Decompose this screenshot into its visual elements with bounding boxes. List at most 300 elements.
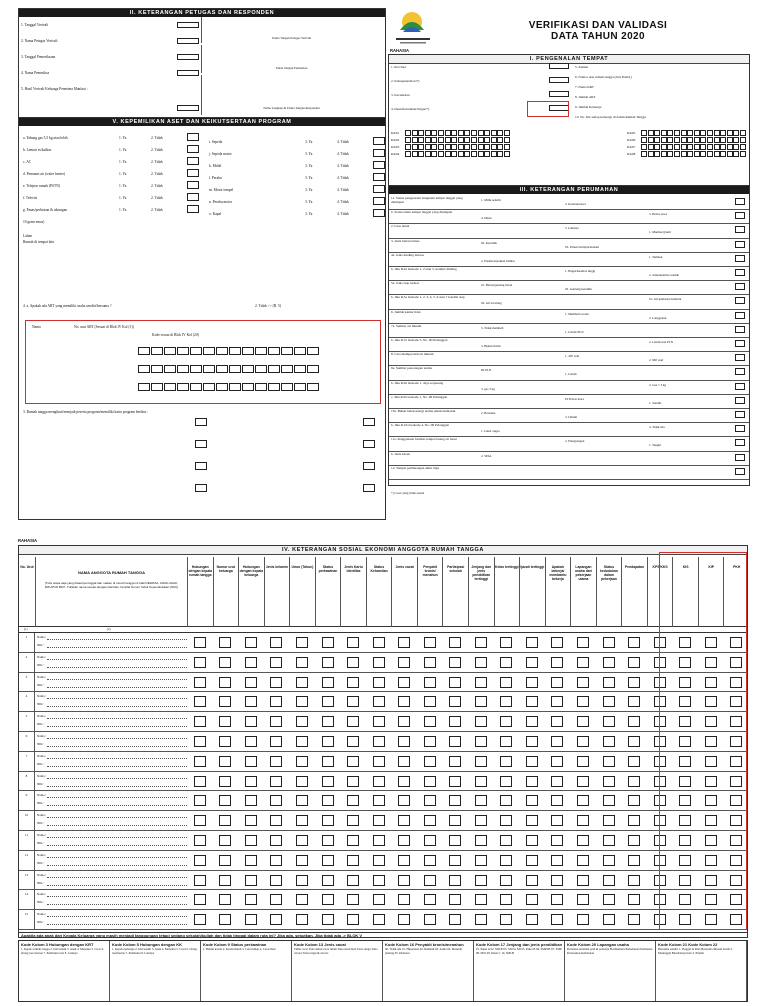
answer-box[interactable] (373, 696, 385, 707)
kk-digit-box[interactable] (681, 137, 687, 143)
nik-field[interactable] (47, 885, 187, 886)
housing-answer-box[interactable] (735, 439, 745, 446)
name-field[interactable] (47, 718, 187, 719)
digit-box[interactable] (203, 347, 215, 355)
answer-box[interactable] (270, 875, 282, 886)
answer-box[interactable] (424, 894, 436, 905)
kk-digit-box[interactable] (707, 151, 713, 157)
housing-answer-box[interactable] (735, 312, 745, 319)
kk-digit-box[interactable] (687, 130, 693, 136)
answer-box[interactable] (270, 677, 282, 688)
answer-box[interactable] (270, 696, 282, 707)
answer-box[interactable] (322, 795, 334, 806)
answer-box[interactable] (551, 716, 563, 727)
answer-box[interactable] (577, 835, 589, 846)
answer-box[interactable] (347, 776, 359, 787)
kk-digit-box[interactable] (445, 151, 451, 157)
answer-box[interactable] (526, 776, 538, 787)
answer-box[interactable] (347, 657, 359, 668)
kk-digit-box[interactable] (661, 137, 667, 143)
table-row[interactable] (19, 811, 747, 831)
answer-box[interactable] (245, 736, 257, 747)
answer-box[interactable] (603, 835, 615, 846)
field-row[interactable]: 4. Nama Pemeriksa (21, 71, 199, 75)
answer-box[interactable] (219, 637, 231, 648)
table-row[interactable] (19, 910, 747, 930)
digit-box[interactable] (281, 383, 293, 391)
digit-box[interactable] (138, 365, 150, 373)
answer-box[interactable] (398, 736, 410, 747)
kk-digit-box[interactable] (720, 151, 726, 157)
nik-field[interactable] (47, 667, 187, 668)
answer-box[interactable] (187, 205, 199, 213)
digit-box[interactable] (281, 365, 293, 373)
kk-digit-box[interactable] (405, 130, 411, 136)
kk-digit-box[interactable] (504, 144, 510, 150)
answer-box[interactable] (551, 815, 563, 826)
digit-box[interactable] (151, 383, 163, 391)
answer-box[interactable] (500, 835, 512, 846)
program-answer-box[interactable] (195, 484, 207, 492)
answer-box[interactable] (475, 855, 487, 866)
table-row[interactable] (19, 851, 747, 871)
answer-box[interactable] (475, 696, 487, 707)
kk-digit-box[interactable] (687, 151, 693, 157)
answer-box[interactable] (373, 835, 385, 846)
answer-box[interactable] (398, 677, 410, 688)
answer-box[interactable] (577, 894, 589, 905)
answer-box[interactable] (296, 875, 308, 886)
kk-digit-box[interactable] (641, 137, 647, 143)
answer-box[interactable] (194, 736, 206, 747)
digit-box[interactable] (190, 365, 202, 373)
table-row[interactable] (19, 692, 747, 712)
digit-box[interactable] (164, 347, 176, 355)
signature-cell[interactable]: Tanda Tangan Petugas Verivali (201, 17, 381, 43)
answer-box[interactable] (628, 815, 640, 826)
answer-box[interactable] (628, 756, 640, 767)
answer-box[interactable] (347, 795, 359, 806)
answer-box[interactable] (296, 657, 308, 668)
digit-box[interactable] (177, 365, 189, 373)
program-answer-box[interactable] (363, 484, 375, 492)
answer-box[interactable] (500, 637, 512, 648)
answer-box[interactable] (424, 657, 436, 668)
housing-answer-box[interactable] (735, 241, 745, 248)
answer-box[interactable] (347, 637, 359, 648)
answer-box[interactable] (577, 756, 589, 767)
kk-digit-box[interactable] (412, 130, 418, 136)
kk-digit-box[interactable] (720, 137, 726, 143)
answer-box[interactable] (551, 696, 563, 707)
program-answer-box[interactable] (195, 462, 207, 470)
housing-answer-box[interactable] (735, 226, 745, 233)
kk-digit-box[interactable] (674, 151, 680, 157)
digit-box[interactable] (307, 365, 319, 373)
answer-box[interactable] (424, 914, 436, 925)
answer-box[interactable] (577, 736, 589, 747)
answer-box[interactable] (475, 677, 487, 688)
answer-box[interactable] (296, 795, 308, 806)
kk-digit-box[interactable] (471, 130, 477, 136)
answer-box[interactable] (449, 696, 461, 707)
name-field[interactable] (47, 916, 187, 917)
answer-box[interactable] (500, 756, 512, 767)
answer-box[interactable] (449, 835, 461, 846)
kk-digit-box[interactable] (648, 137, 654, 143)
answer-box[interactable] (347, 875, 359, 886)
kk-digit-box[interactable] (727, 130, 733, 136)
kk-digit-box[interactable] (661, 144, 667, 150)
table-row[interactable] (19, 752, 747, 772)
kk-digit-box[interactable] (438, 144, 444, 150)
answer-box[interactable] (296, 756, 308, 767)
kk-digit-box[interactable] (431, 151, 437, 157)
usaha-row-3[interactable] (138, 383, 319, 391)
kk-digit-box[interactable] (478, 144, 484, 150)
name-field[interactable] (47, 738, 187, 739)
kk-digit-box[interactable] (504, 137, 510, 143)
digit-box[interactable] (294, 347, 306, 355)
answer-box[interactable] (551, 677, 563, 688)
housing-answer-box[interactable] (735, 383, 745, 390)
answer-box[interactable] (424, 795, 436, 806)
answer-box[interactable] (628, 716, 640, 727)
answer-box[interactable] (245, 914, 257, 925)
housing-answer-box[interactable] (735, 425, 745, 432)
digit-box[interactable] (177, 347, 189, 355)
kk-digit-box[interactable] (727, 144, 733, 150)
answer-box[interactable] (526, 835, 538, 846)
answer-box[interactable] (603, 875, 615, 886)
answer-box[interactable] (577, 795, 589, 806)
kk-digit-box[interactable] (471, 144, 477, 150)
answer-box[interactable] (424, 815, 436, 826)
kk-digit-box[interactable] (451, 151, 457, 157)
answer-box[interactable] (296, 855, 308, 866)
kk-digit-box[interactable] (451, 130, 457, 136)
answer-box[interactable] (219, 677, 231, 688)
name-field[interactable] (47, 639, 187, 640)
kk-digit-box[interactable] (700, 151, 706, 157)
answer-box[interactable] (270, 776, 282, 787)
answer-box[interactable] (551, 835, 563, 846)
answer-box[interactable] (373, 875, 385, 886)
answer-box[interactable] (398, 894, 410, 905)
answer-box[interactable] (475, 637, 487, 648)
answer-box[interactable] (322, 657, 334, 668)
answer-box[interactable] (577, 776, 589, 787)
table-row[interactable] (19, 633, 747, 653)
digit-box[interactable] (203, 365, 215, 373)
answer-box[interactable] (577, 875, 589, 886)
digit-box[interactable] (294, 365, 306, 373)
kk-digit-box[interactable] (497, 130, 503, 136)
answer-box[interactable] (245, 875, 257, 886)
answer-box[interactable] (270, 637, 282, 648)
answer-box[interactable] (194, 795, 206, 806)
nik-field[interactable] (47, 904, 187, 905)
kk-digit-box[interactable] (412, 144, 418, 150)
answer-box[interactable] (577, 696, 589, 707)
answer-box[interactable] (628, 736, 640, 747)
answer-box[interactable] (577, 815, 589, 826)
answer-box[interactable] (187, 169, 199, 177)
answer-box[interactable] (245, 815, 257, 826)
digit-box[interactable] (255, 347, 267, 355)
kk-digit-box[interactable] (425, 130, 431, 136)
housing-answer-box[interactable] (735, 283, 745, 290)
kk-digit-box[interactable] (425, 151, 431, 157)
answer-box[interactable] (194, 696, 206, 707)
answer-box[interactable] (373, 894, 385, 905)
answer-box[interactable] (551, 795, 563, 806)
table-row[interactable] (19, 890, 747, 910)
kk-digit-box[interactable] (438, 130, 444, 136)
kk-digit-box[interactable] (681, 130, 687, 136)
kk-digit-box[interactable] (694, 151, 700, 157)
kk-digit-box[interactable] (654, 151, 660, 157)
kk-digit-box[interactable] (464, 130, 470, 136)
answer-box[interactable] (500, 736, 512, 747)
answer-box[interactable] (551, 855, 563, 866)
answer-box[interactable] (526, 696, 538, 707)
kk-digit-box[interactable] (491, 130, 497, 136)
answer-box[interactable] (219, 696, 231, 707)
answer-box[interactable] (219, 855, 231, 866)
nik-field[interactable] (47, 805, 187, 806)
digit-box[interactable] (255, 383, 267, 391)
nik-field[interactable] (47, 726, 187, 727)
kk-digit-box[interactable] (405, 144, 411, 150)
answer-box[interactable] (347, 696, 359, 707)
answer-box[interactable] (398, 914, 410, 925)
kk-digit-box[interactable] (412, 137, 418, 143)
answer-box[interactable] (603, 776, 615, 787)
nik-field[interactable] (47, 687, 187, 688)
housing-answer-box[interactable] (735, 368, 745, 375)
kk-digit-box[interactable] (458, 137, 464, 143)
name-field[interactable] (47, 659, 187, 660)
answer-box[interactable] (347, 736, 359, 747)
answer-box[interactable] (398, 875, 410, 886)
answer-box[interactable] (628, 776, 640, 787)
answer-box[interactable] (475, 756, 487, 767)
answer-box[interactable] (398, 795, 410, 806)
nik-field[interactable] (47, 865, 187, 866)
digit-box[interactable] (268, 383, 280, 391)
table-row[interactable] (19, 791, 747, 811)
answer-box[interactable] (296, 716, 308, 727)
housing-answer-box[interactable] (735, 411, 745, 418)
table-row[interactable] (19, 772, 747, 792)
kk-digit-box[interactable] (667, 137, 673, 143)
answer-box[interactable] (347, 835, 359, 846)
answer-box[interactable] (322, 835, 334, 846)
answer-box[interactable] (373, 914, 385, 925)
answer-box[interactable] (475, 736, 487, 747)
digit-box[interactable] (151, 347, 163, 355)
kk-digit-box[interactable] (478, 137, 484, 143)
kk-digit-box[interactable] (478, 151, 484, 157)
kode-box[interactable] (177, 38, 199, 44)
answer-box[interactable] (322, 855, 334, 866)
answer-box[interactable] (526, 657, 538, 668)
field-row[interactable]: 3. Tanggal Pemeriksaan (21, 55, 199, 59)
answer-box[interactable] (603, 637, 615, 648)
kk-digit-box[interactable] (451, 144, 457, 150)
housing-answer-box[interactable] (735, 326, 745, 333)
kk-digit-box[interactable] (445, 130, 451, 136)
kk-digit-box[interactable] (720, 144, 726, 150)
answer-box[interactable] (373, 795, 385, 806)
answer-box[interactable] (373, 756, 385, 767)
digit-box[interactable] (216, 383, 228, 391)
answer-box[interactable] (194, 875, 206, 886)
answer-box[interactable] (628, 677, 640, 688)
answer-box[interactable] (526, 736, 538, 747)
name-field[interactable] (47, 837, 187, 838)
answer-box[interactable] (500, 914, 512, 925)
kk-digit-box[interactable] (727, 137, 733, 143)
answer-box[interactable] (500, 657, 512, 668)
digit-box[interactable] (307, 383, 319, 391)
kk-digit-box[interactable] (733, 137, 739, 143)
answer-box[interactable] (603, 815, 615, 826)
answer-box[interactable] (475, 875, 487, 886)
kk-digit-box[interactable] (484, 151, 490, 157)
kk-digit-box[interactable] (464, 151, 470, 157)
answer-box[interactable] (398, 657, 410, 668)
kk-digit-box[interactable] (418, 144, 424, 150)
answer-box[interactable] (475, 776, 487, 787)
digit-box[interactable] (203, 383, 215, 391)
kk-digit-box[interactable] (667, 130, 673, 136)
answer-box[interactable] (373, 149, 385, 157)
nik-field[interactable] (47, 924, 187, 925)
digit-box[interactable] (229, 347, 241, 355)
answer-box[interactable] (194, 914, 206, 925)
answer-box[interactable] (424, 835, 436, 846)
answer-box[interactable] (526, 677, 538, 688)
digit-box[interactable] (190, 347, 202, 355)
answer-box[interactable] (424, 677, 436, 688)
kk-digit-box[interactable] (405, 151, 411, 157)
answer-box[interactable] (296, 677, 308, 688)
answer-box[interactable] (245, 835, 257, 846)
answer-box[interactable] (449, 736, 461, 747)
answer-box[interactable] (296, 776, 308, 787)
answer-box[interactable] (270, 756, 282, 767)
signature-cell[interactable]: Nama Lengkap & Tanda Tangan Responden (201, 75, 381, 115)
name-field[interactable] (47, 758, 187, 759)
kk-digit-box[interactable] (707, 130, 713, 136)
field-row[interactable]: 5. Hasil Verivali Keluarga Penerima Manfaat : (21, 87, 199, 91)
nik-field[interactable] (47, 766, 187, 767)
answer-box[interactable] (347, 756, 359, 767)
digit-box[interactable] (242, 347, 254, 355)
kk-digit-box[interactable] (714, 144, 720, 150)
answer-box[interactable] (398, 716, 410, 727)
answer-box[interactable] (245, 716, 257, 727)
kk-digit-box[interactable] (471, 151, 477, 157)
kk-digit-box[interactable] (667, 151, 673, 157)
answer-box[interactable] (347, 894, 359, 905)
kk-digit-box[interactable] (464, 137, 470, 143)
nik-field[interactable] (47, 825, 187, 826)
answer-box[interactable] (603, 795, 615, 806)
digit-box[interactable] (190, 383, 202, 391)
nik-field[interactable] (47, 746, 187, 747)
answer-box[interactable] (500, 696, 512, 707)
kk-digit-box[interactable] (418, 137, 424, 143)
name-field[interactable] (47, 817, 187, 818)
usaha-row-2[interactable] (138, 365, 319, 373)
digit-box[interactable] (242, 365, 254, 373)
kk-digit-box[interactable] (681, 144, 687, 150)
answer-box[interactable] (245, 855, 257, 866)
answer-box[interactable] (449, 855, 461, 866)
kk-digit-box[interactable] (641, 144, 647, 150)
kk-digit-box[interactable] (641, 151, 647, 157)
housing-answer-box[interactable] (735, 397, 745, 404)
answer-box[interactable] (187, 193, 199, 201)
table-row[interactable] (19, 732, 747, 752)
housing-answer-box[interactable] (735, 212, 745, 219)
answer-box[interactable] (500, 795, 512, 806)
kk-digit-box[interactable] (412, 151, 418, 157)
location-box[interactable] (549, 77, 569, 83)
answer-box[interactable] (628, 657, 640, 668)
answer-box[interactable] (500, 776, 512, 787)
kk-digit-box[interactable] (484, 137, 490, 143)
name-field[interactable] (47, 877, 187, 878)
answer-box[interactable] (187, 133, 199, 141)
table-row[interactable] (19, 871, 747, 891)
kk-digit-box[interactable] (458, 130, 464, 136)
answer-box[interactable] (449, 776, 461, 787)
housing-answer-box[interactable] (735, 255, 745, 262)
kk-digit-box[interactable] (418, 130, 424, 136)
answer-box[interactable] (187, 181, 199, 189)
digit-box[interactable] (268, 347, 280, 355)
answer-box[interactable] (270, 657, 282, 668)
answer-box[interactable] (219, 736, 231, 747)
answer-box[interactable] (475, 657, 487, 668)
answer-box[interactable] (270, 835, 282, 846)
name-field[interactable] (47, 896, 187, 897)
kk-digit-box[interactable] (497, 151, 503, 157)
answer-box[interactable] (628, 855, 640, 866)
answer-box[interactable] (603, 696, 615, 707)
answer-box[interactable] (551, 756, 563, 767)
answer-box[interactable] (449, 795, 461, 806)
answer-box[interactable] (526, 795, 538, 806)
answer-box[interactable] (194, 894, 206, 905)
answer-box[interactable] (551, 914, 563, 925)
answer-box[interactable] (475, 914, 487, 925)
answer-box[interactable] (194, 657, 206, 668)
digit-box[interactable] (138, 347, 150, 355)
kk-digit-box[interactable] (438, 137, 444, 143)
program-answer-box[interactable] (363, 440, 375, 448)
answer-box[interactable] (296, 815, 308, 826)
kk-digit-box[interactable] (497, 137, 503, 143)
field-row[interactable]: 1. Tanggal Verivali (21, 23, 199, 27)
program-answer-box[interactable] (195, 418, 207, 426)
kk-digit-box[interactable] (431, 130, 437, 136)
answer-box[interactable] (219, 835, 231, 846)
